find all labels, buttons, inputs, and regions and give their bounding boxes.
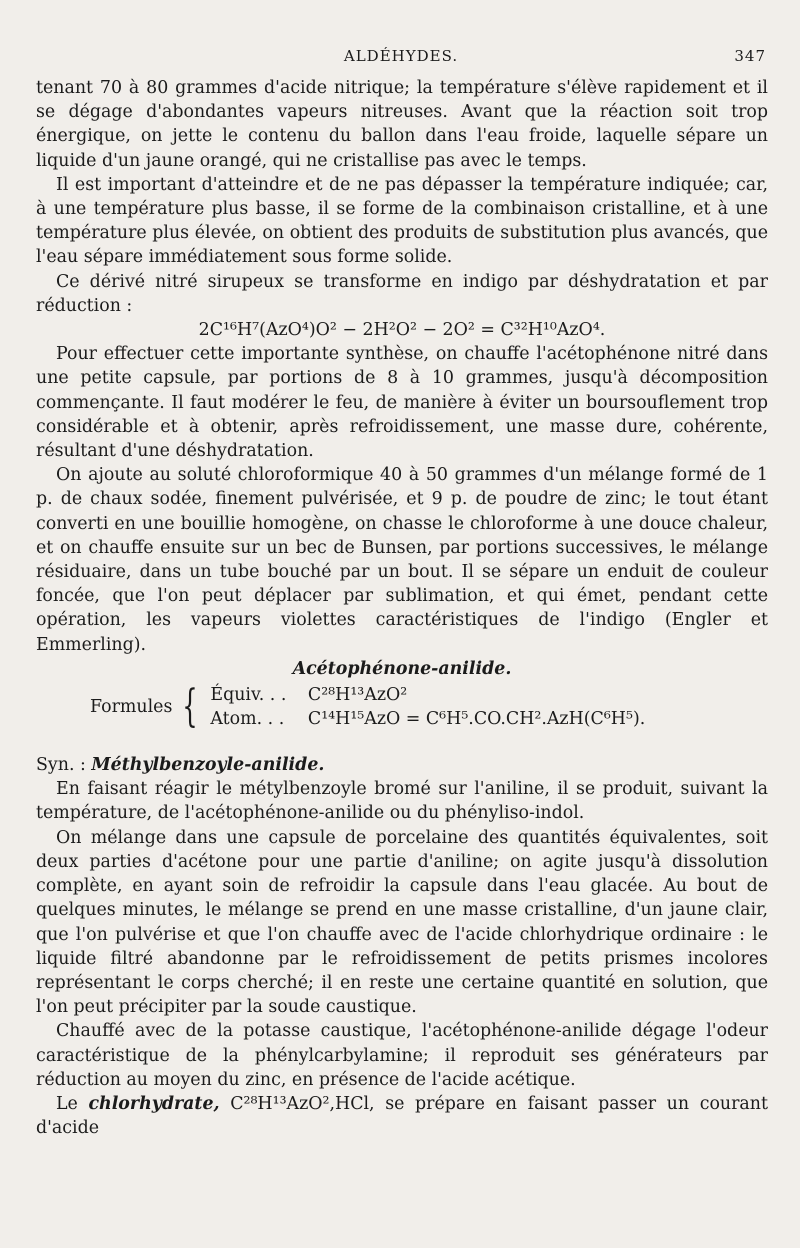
formula-value: C¹⁴H¹⁵AzO = C⁶H⁵.CO.CH².AzH(C⁶H⁵). [307,709,646,730]
page-body [36,76,768,1140]
running-title: ALDÉHYDES. [343,47,459,65]
text-run: C²⁸H¹³AzO²,HCl, se prépare en faisant passer un courant d'acide [36,1093,768,1139]
synonym-label: Syn. : [36,755,86,776]
formula-key: Équiv. . . [210,685,287,706]
paragraph: Ce dérivé nitré sirupeux se transforme en indigo par déshydratation et par réduction : [36,271,768,316]
running-header [36,47,766,71]
paragraph: On ajoute au soluté chloroformique 40 à 50 grammes d'un mélange formé de 1 p. de chaux sodée, finement pulvérisée, et 9 p. de poudre de zinc; le tout étant converti en une bouillie homogène, on chasse le chloroforme à une douce chaleur, et on chauffe ensuite sur un bec de Bunsen, par portions successives, le mélange résiduaire, dans un tube bouché par un bout. Il se sépare un enduit de couleur foncée, que l'on peut déplacer par sublimation, et qui émet, pendant cette opération, les vapeurs violettes caractéristiques de l'indigo (Engler et Emmerling). [36,465,768,655]
paragraph: Pour effectuer cette importante synthèse, on chauffe l'acétophénone nitré dans une petite capsule, par portions de 8 à 10 grammes, jusqu'à décomposition commençante. Il faut modérer le feu, de manière à éviter un boursouflement trop considérable et à obtenir, après refroidissement, une masse dure, cohérente, résultant d'une déshydratation. [36,344,768,462]
brace-icon: { [182,681,199,733]
term: chlorhydrate, [88,1093,220,1114]
section-title: Acétophénone-anilide. [292,658,512,679]
synonym-value: Méthylbenzoyle-anilide. [91,755,325,776]
paragraph: On mélange dans une capsule de porcelaine des quantités équivalentes, soit deux parties d'acétone pour une partie d'aniline; on agite jusqu'à dissolution complète, en ayant soin de refroidir la capsule dans l'eau glacée. Au bout de quelques minutes, le mélange se prend en une masse cristalline, d'un jaune clair, que l'on pulvérise et que l'on chauffe avec de l'acide chlorhydrique ordinaire : le liquide filtré abandonne par le refroidissement de petits prismes incolores représentant le corps cherché; il en reste une certaine quantité en solution, que l'on peut précipiter par la soude caustique. [36,827,768,1018]
chemical-equation: 2C¹⁶H⁷(AzO⁴)O² − 2H²O² − 2O² = C³²H¹⁰AzO⁴. [198,320,606,341]
text-run: Le [56,1093,78,1114]
paragraph [36,1092,768,1140]
formula-row-atom [210,707,645,731]
formula-label: Formules [90,696,173,717]
formula-row-equiv [210,683,645,707]
formula-value: C²⁸H¹³AzO² [307,685,408,706]
formula-rows [210,683,645,731]
page-number: 347 [734,47,766,65]
paragraph: En faisant réagir le métylbenzoyle bromé sur l'aniline, il se produit, suivant la température, de l'acétophénone-anilide ou du phényliso-indol. [36,779,768,824]
paragraph: Chauffé avec de la potasse caustique, l'acétophénone-anilide dégage l'odeur caractéristique de la phénylcarbylamine; il reproduit ses générateurs par réduction au moyen du zinc, en présence de l'acide acétique. [36,1021,768,1090]
paragraph: Il est important d'atteindre et de ne pas dépasser la température indiquée; car, à une température plus basse, il se forme de la combinaison cristalline, et à une température plus élevée, on obtient des produits de substitution plus avancés, que l'eau sépare immédiatement sous forme solide. [36,174,768,268]
formula-block [90,683,768,731]
synonym-line [36,753,768,777]
formula-key: Atom. . . [210,709,285,730]
paragraph: tenant 70 à 80 grammes d'acide nitrique; la température s'élève rapidement et il se dégage d'abondantes vapeurs nitreuses. Avant que la réaction soit trop énergique, on jette le contenu du ballon dans l'eau froide, laquelle sépare un liquide d'un jaune orangé, qui ne cristallise pas avec le temps. [36,78,768,171]
